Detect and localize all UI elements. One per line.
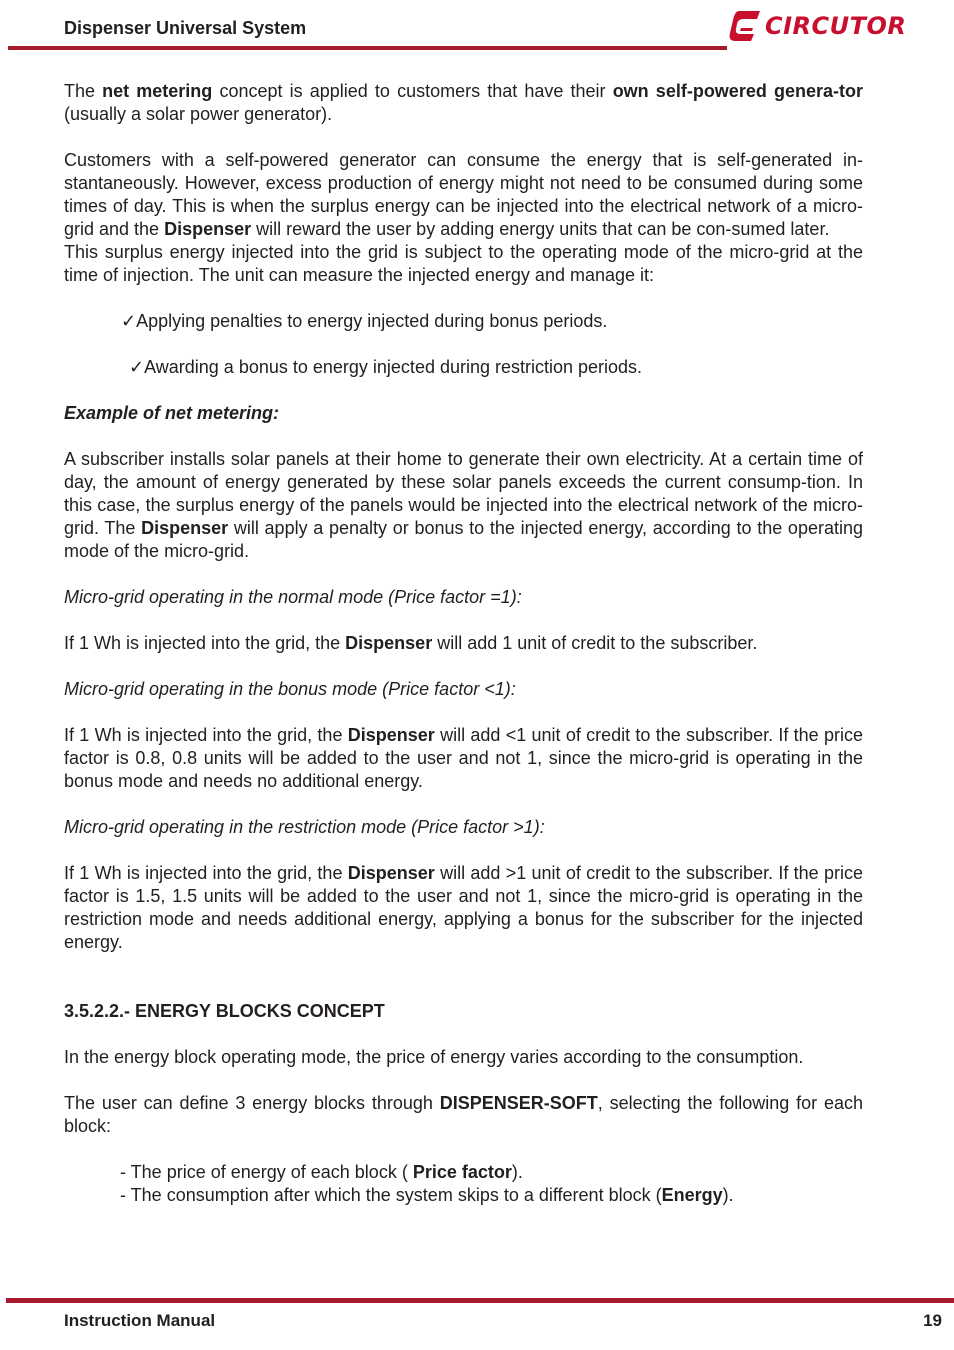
text-run: will add 1 unit of credit to the subscriber. (432, 633, 758, 653)
paragraph-energy-blocks: In the energy block operating mode, the price of energy varies according to the consumption. (64, 1047, 804, 1067)
restriction-mode-heading: Micro-grid operating in the restriction mode (Price factor >1): (64, 817, 545, 837)
footer-rule (6, 1298, 954, 1303)
text-run: will add >1 unit of credit to the subscriber. If the price factor is 1.5, 1.5 units will be added to the user and not 1, since the micro-grid is operating in the restriction mode and needs additional energy, applying a bonus for the subscriber for the injected energy. (64, 863, 863, 952)
bold-term: Dispenser (164, 219, 252, 239)
check-item-text: Awarding a bonus to energy injected during restriction periods. (144, 357, 643, 377)
check-list-item (64, 356, 863, 379)
text-run: ). (511, 1162, 523, 1182)
dash-list-item (64, 1184, 863, 1207)
bold-term: Price factor (412, 1162, 512, 1182)
text-run: ). (722, 1185, 734, 1205)
bold-term: Energy (661, 1185, 723, 1205)
text-run: (usually a solar power generator). (64, 104, 333, 124)
bold-term: Dispenser (347, 863, 435, 883)
header-rule (8, 46, 727, 50)
dash-list-item (64, 1161, 863, 1184)
checkmark-icon: ✓ (129, 357, 145, 377)
bold-term: DISPENSER-SOFT (439, 1093, 598, 1113)
text-run: will reward the user by adding energy units that can be con-sumed later. (251, 219, 830, 239)
text-run: If 1 Wh is injected into the grid, the (64, 633, 346, 653)
text-run: will apply a penalty or bonus to the injected energy, according to the operating mode of the micro-grid. (64, 518, 863, 561)
paragraph-normal-mode (64, 632, 863, 655)
text-run: If 1 Wh is injected into the grid, the (64, 863, 348, 883)
document-title: Dispenser Universal System (64, 18, 307, 38)
example-heading: Example of net metering: (64, 403, 280, 423)
paragraph-define-blocks (64, 1092, 863, 1138)
text-run: The (64, 81, 103, 101)
circutor-logo (729, 8, 909, 46)
circutor-logo-icon (729, 8, 763, 44)
normal-mode-heading: Micro-grid operating in the normal mode (Price factor =1): (64, 587, 522, 607)
bold-term: Dispenser (141, 518, 229, 538)
paragraph-surplus: This surplus energy injected into the grid is subject to the operating mode of the micro-grid at the time of injection. The unit can measure the injected energy and manage it: (64, 242, 863, 285)
text-run: - The consumption after which the system skips to a different block ( (120, 1185, 662, 1205)
text-run: The user can define 3 energy blocks through (64, 1093, 440, 1113)
footer-label: Instruction Manual (64, 1311, 216, 1330)
text-run: concept is applied to customers that have their (212, 81, 613, 101)
bold-term: net metering (102, 81, 213, 101)
text-run: - The price of energy of each block ( (120, 1162, 413, 1182)
text-run: , selecting the following for each block: (64, 1093, 863, 1136)
section-heading: 3.5.2.2.- ENERGY BLOCKS CONCEPT (64, 1001, 385, 1021)
page-content (64, 80, 863, 1207)
paragraph-net-metering-intro (64, 80, 863, 126)
paragraph-self-powered (64, 149, 863, 241)
paragraph-bonus-mode (64, 724, 863, 793)
logo-text: CIRCUTOR (765, 12, 907, 40)
text-run: If 1 Wh is injected into the grid, the (64, 725, 348, 745)
text-run: will add <1 unit of credit to the subscriber. If the price factor is 0.8, 0.8 units will be added to the user and not 1, since the micro-grid is operating in the bonus mode and needs no additional energy. (64, 725, 863, 791)
page-number: 19 (923, 1311, 942, 1330)
bold-term: Dispenser (345, 633, 433, 653)
check-item-text: Applying penalties to energy injected during bonus periods. (136, 311, 608, 331)
bold-term: own self-powered genera-tor (612, 81, 863, 101)
checkmark-icon: ✓ (121, 311, 137, 331)
bonus-mode-heading: Micro-grid operating in the bonus mode (Price factor <1): (64, 679, 516, 699)
bold-term: Dispenser (347, 725, 435, 745)
text-run: A subscriber installs solar panels at their home to generate their own electricity. At a certain time of day, the amount of energy generated by these solar panels exceeds the current consump-tion. In this case, the surplus energy of the panels would be injected into the electrical network of the micro-grid. The (64, 449, 863, 538)
paragraph-example (64, 448, 863, 563)
paragraph-restriction-mode (64, 862, 863, 954)
check-list-item (64, 310, 863, 333)
text-run: Customers with a self-powered generator can consume the energy that is self-generated in-stantaneously. However, excess production of energy might not need to be consumed during some times of day. This is when the surplus energy can be injected into the electrical network of a micro-grid and the (64, 150, 863, 239)
